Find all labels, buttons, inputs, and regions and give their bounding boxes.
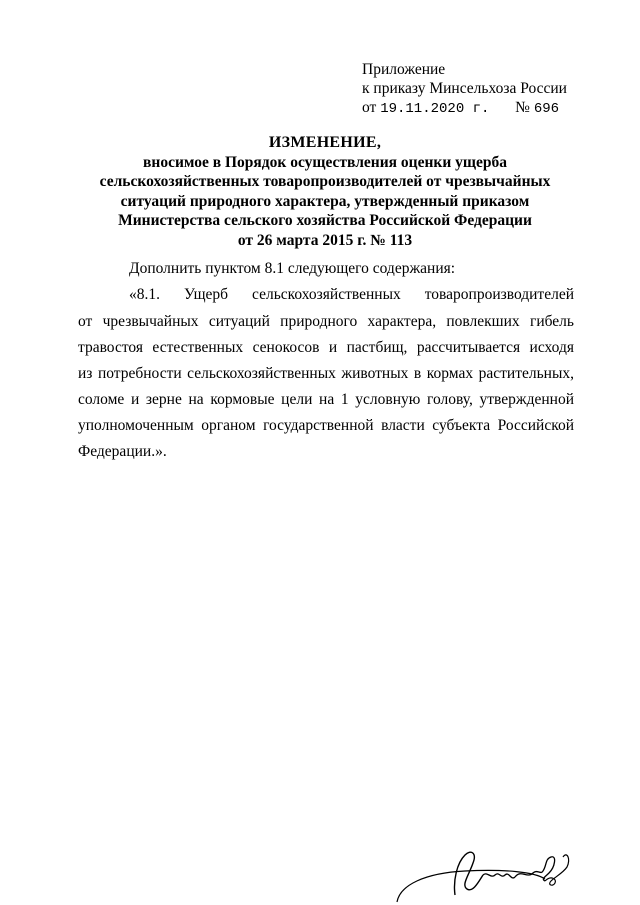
- title-line: от 26 марта 2015 г. № 113: [237, 231, 413, 249]
- intro-text: Дополнить пунктом 8.1 следующего содержания:: [129, 260, 456, 277]
- paragraph-line: соломе и зерне на кормовые цели на 1 условную голову, утвержденной: [78, 391, 574, 408]
- paragraph-line: от чрезвычайных ситуаций природного характера, повлекших гибель: [78, 313, 574, 330]
- paragraph-line: из потребности сельскохозяйственных животных в кормах растительных,: [78, 365, 574, 382]
- handwritten-signature: [395, 845, 595, 903]
- paragraph-line: травостоя естественных сенокосов и пастбищ, рассчитывается исходя: [78, 339, 574, 356]
- title-line: сельскохозяйственных товаропроизводителей от чрезвычайных: [99, 173, 551, 190]
- paragraph-line: «8.1. Ущерб сельскохозяйственных товаропроизводителей: [129, 286, 574, 303]
- title-line: Министерства сельского хозяйства Российской Федерации: [118, 212, 532, 229]
- paragraph-line: Федерации.».: [78, 443, 167, 460]
- title-heading: ИЗМЕНЕНИЕ,: [268, 134, 382, 151]
- attachment-header: [362, 60, 612, 119]
- title-line: ситуаций природного характера, утвержденный приказом: [120, 192, 530, 210]
- date-prefix: от: [362, 99, 377, 116]
- order-date: 19.11.2020 г.: [380, 101, 490, 117]
- order-number: 696: [533, 101, 560, 117]
- attachment-label: Приложение: [362, 61, 446, 78]
- paragraph-line: уполномоченным органом государственной власти субъекта Российской: [78, 417, 574, 434]
- attachment-date-number: [362, 98, 612, 119]
- attachment-order-reference: к приказу Минсельхоза России: [362, 80, 567, 97]
- document-title: [60, 133, 590, 250]
- title-line: вносимое в Порядок осуществления оценки ущерба: [143, 153, 507, 171]
- number-sign: №: [515, 99, 530, 116]
